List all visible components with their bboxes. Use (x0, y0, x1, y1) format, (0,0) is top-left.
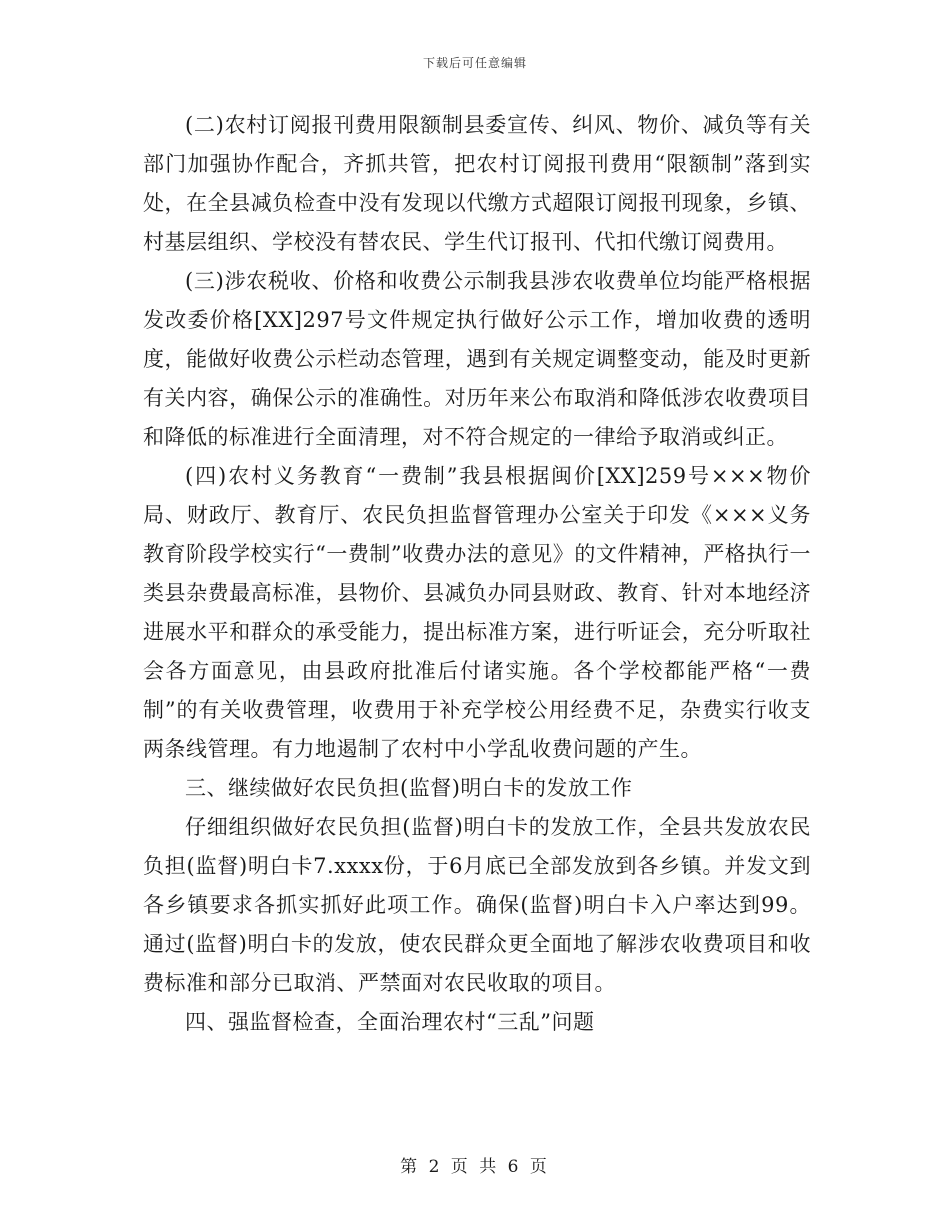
paragraph-clear-card-distribution: 仔细组织做好农民负担(监督)明白卡的发放工作，全县共发放农民负担(监督)明白卡7.xxxx份，于6月底已全部发放到各乡镇。并发文到各乡镇要求各抓实抓好此项工作。确保(监督)明白卡入户率达到99。通过(监督)明白卡的发放，使农民群众更全面地了解涉农收费项目和收费标准和部分已取消、严禁面对农民收取的项目。 (143, 815, 811, 995)
paragraph-price-disclosure: (三)涉农税收、价格和收费公示制我县涉农收费单位均能严格根据发改委价格[XX]297号文件规定执行做好公示工作，增加收费的透明度，能做好收费公示栏动态管理，遇到有关规定调整变动，能及时更新有关内容，确保公示的准确性。对历年来公布取消和降低涉农收费项目和降低的标准进行全面清理，对不符合规定的一律给予取消或纠正。 (143, 269, 811, 449)
paragraph-one-fee-system: (四)农村义务教育“一费制”我县根据闽价[XX]259号×××物价局、财政厅、教育厅、农民负担监督管理办公室关于印发《×××义务教育阶段学校实行“一费制”收费办法的意见》的文件精神，严格执行一类县杂费最高标准，县物价、县减负办同县财政、教育、针对本地经济进展水平和群众的承受能力，提出标准方案，进行听证会，充分听取社会各方面意见，由县政府批准后付诸实施。各个学校都能严格“一费制”的有关收费管理，收费用于补充学校公用经费不足，杂费实行收支两条线管理。有力地遏制了农村中小学乱收费问题的产生。 (143, 464, 811, 761)
paragraph-subscription-quota: (二)农村订阅报刊费用限额制县委宣传、纠风、物价、减负等有关部门加强协作配合，齐抓共管，把农村订阅报刊费用“限额制”落到实处，在全县减负检查中没有发现以代缴方式超限订阅报刊现象，乡镇、村基层组织、学校没有替农民、学生代订报刊、代扣代缴订阅费用。 (143, 113, 811, 254)
page-number: 第 2 页 共 6 页 (400, 1157, 550, 1177)
section-heading-3: 三、继续做好农民负担(监督)明白卡的发放工作 (185, 776, 633, 800)
page-header-note: 下载后可任意编辑 (422, 56, 527, 70)
document-body (143, 106, 811, 1042)
section-heading-4: 四、强监督检查，全面治理农村“三乱”问题 (185, 1010, 595, 1034)
